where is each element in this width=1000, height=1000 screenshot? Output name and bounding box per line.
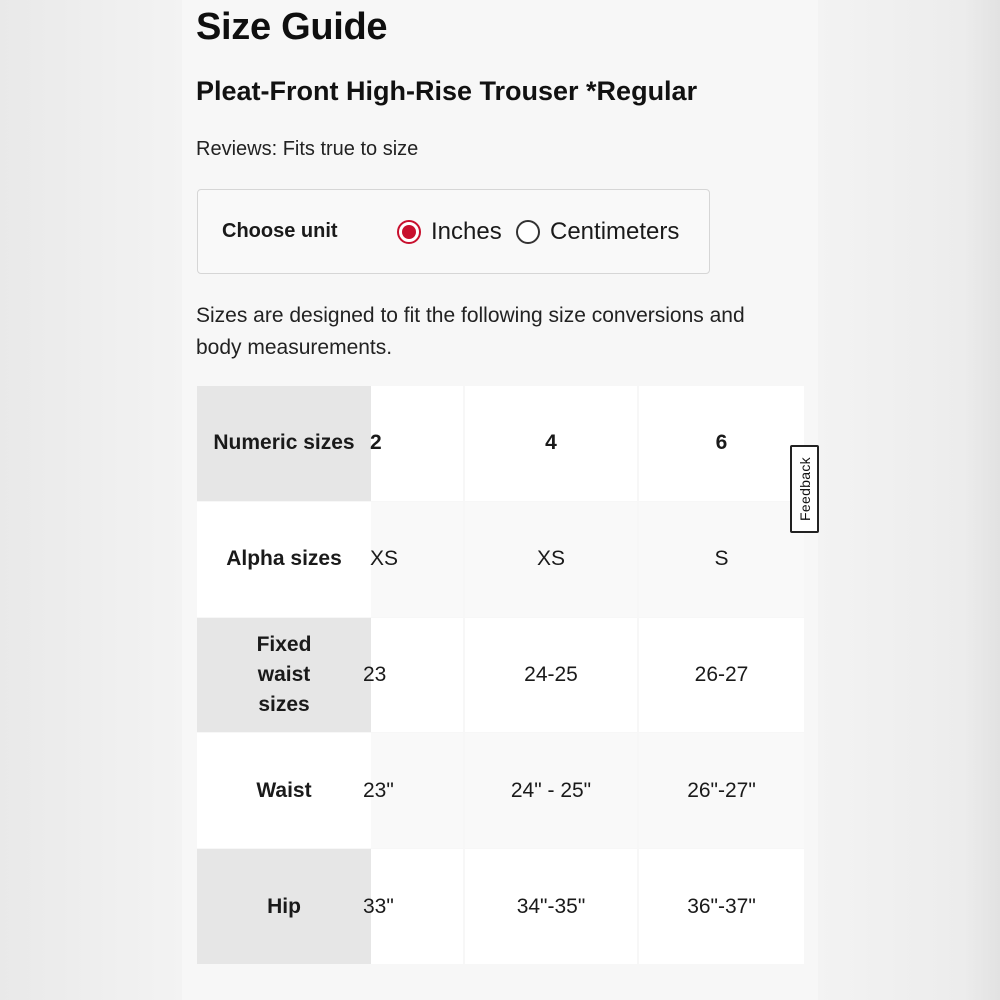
size-cell-value: 26"-27" [687, 778, 756, 802]
size-cell [639, 849, 804, 964]
size-cell-value: XS [370, 547, 399, 571]
centimeters-radio[interactable] [516, 220, 540, 244]
size-cell-value: 34"-35" [516, 894, 586, 918]
size-cell-value: 36"-37" [687, 894, 756, 918]
unit-option-inches[interactable] [397, 217, 502, 247]
feedback-label: Feedback [796, 457, 813, 521]
unit-chooser-label: Choose unit [222, 220, 338, 242]
size-cell-value: 24-25 [524, 662, 578, 686]
row-header: Alpha sizes [197, 502, 371, 617]
size-cell [639, 618, 804, 733]
size-cell [371, 386, 463, 501]
size-cell [363, 618, 463, 733]
product-title: Pleat-Front High-Rise Trouser *Regular [196, 76, 698, 106]
size-cell [465, 386, 637, 501]
page-title: Size Guide [196, 6, 388, 48]
size-cell [465, 733, 637, 848]
size-cell-value: 24" - 25" [510, 778, 592, 802]
row-header: Hip [197, 849, 371, 964]
size-cell-value: 6 [715, 431, 728, 455]
unit-option-centimeters[interactable] [516, 217, 679, 247]
size-cell [465, 618, 637, 733]
page-background-right [818, 0, 1000, 1000]
size-cell-value: XS [536, 547, 565, 571]
size-cell [363, 849, 463, 964]
size-cell-value: 33" [363, 894, 394, 918]
size-table [197, 386, 804, 965]
size-cell-value: 23" [363, 778, 394, 802]
size-cell-value: 2 [370, 431, 382, 455]
size-cell [639, 733, 804, 848]
feedback-tab[interactable] [790, 445, 819, 533]
unit-option-label: Inches [431, 218, 502, 245]
size-cell-value: 26-27 [694, 662, 749, 686]
size-cell [371, 502, 463, 617]
size-cell-value: S [714, 547, 729, 571]
size-cell-value: 4 [545, 431, 557, 455]
size-cell [639, 386, 804, 501]
row-header: Waist [197, 733, 371, 848]
row-header: Fixed waist sizes [197, 618, 371, 733]
unit-chooser [197, 189, 710, 274]
inches-radio[interactable] [397, 220, 421, 244]
reviews-fit-note: Reviews: Fits true to size [196, 138, 419, 160]
size-cell-value: 23 [363, 662, 387, 686]
size-cell [465, 502, 637, 617]
size-cell [639, 502, 804, 617]
size-intro-text: Sizes are designed to fit the following size conversions and body measurements. [196, 304, 745, 359]
size-cell [363, 733, 463, 848]
row-header: Numeric sizes [197, 386, 371, 501]
size-cell [465, 849, 637, 964]
page-background-left [0, 0, 182, 1000]
unit-option-label: Centimeters [550, 218, 680, 245]
